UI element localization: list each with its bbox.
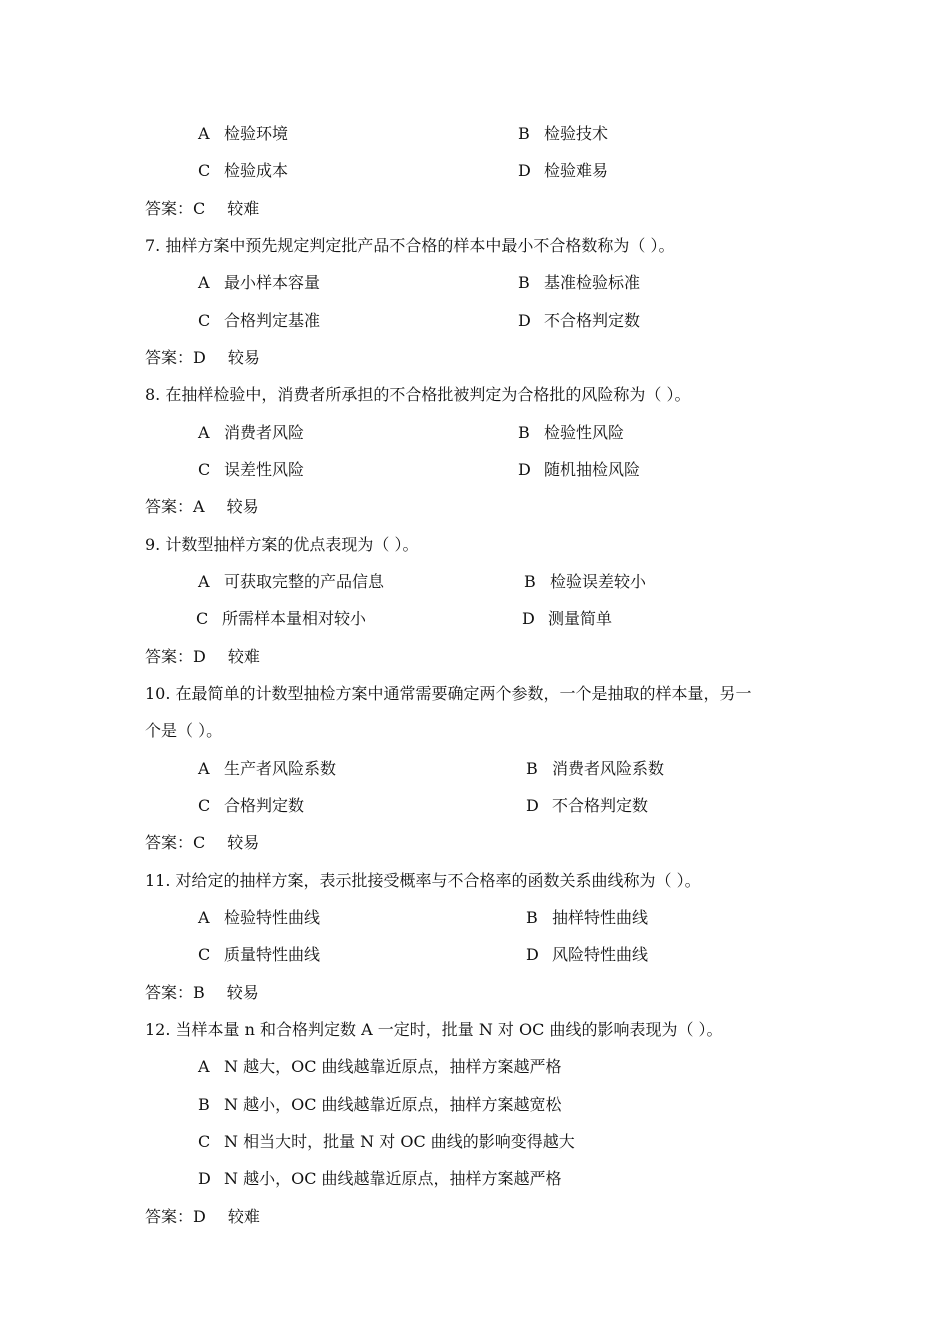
option-c: C 合格判定基准: [198, 311, 321, 330]
option-a: A 生产者风险系数: [198, 759, 337, 778]
question-10: 10. 在最简单的计数型抽检方案中通常需要确定两个参数，一个是抽取的样本量，另一: [145, 684, 752, 703]
option-a: A 可获取完整的产品信息: [198, 572, 385, 591]
option-d: D 风险特性曲线: [526, 945, 649, 964]
option-b: B N 越小，OC 曲线越靠近原点，抽样方案越宽松: [198, 1095, 562, 1114]
option-c: C N 相当大时，批量 N 对 OC 曲线的影响变得越大: [198, 1132, 575, 1151]
option-a: A 最小样本容量: [198, 273, 321, 292]
answer-line: 答案：C 较易: [145, 833, 260, 852]
option-b: B 抽样特性曲线: [526, 908, 649, 927]
answer-line: 答案：B 较易: [145, 983, 259, 1002]
option-b: B 消费者风险系数: [526, 759, 665, 778]
question-10-continued: 个是（ ）。: [145, 721, 223, 740]
option-a: A 检验环境: [198, 124, 289, 143]
option-c: C 检验成本: [198, 161, 289, 180]
option-c: C 误差性风险: [198, 460, 305, 479]
answer-line: 答案：D 较易: [145, 348, 260, 367]
option-d: D N 越小，OC 曲线越靠近原点，抽样方案越严格: [198, 1169, 562, 1188]
option-c: C 质量特性曲线: [198, 945, 321, 964]
option-b: B 检验误差较小: [524, 572, 647, 591]
option-a: A N 越大，OC 曲线越靠近原点，抽样方案越严格: [198, 1057, 562, 1076]
option-a: A 消费者风险: [198, 423, 305, 442]
option-d: D 不合格判定数: [518, 311, 641, 330]
option-a: A 检验特性曲线: [198, 908, 321, 927]
option-d: D 不合格判定数: [526, 796, 649, 815]
question-9: 9. 计数型抽样方案的优点表现为（ ）。: [145, 535, 419, 554]
answer-line: 答案：A 较易: [145, 497, 259, 516]
option-d: D 测量简单: [522, 609, 613, 628]
answer-line: 答案：C 较难: [145, 199, 260, 218]
option-b: B 基准检验标准: [518, 273, 641, 292]
question-11: 11. 对给定的抽样方案，表示批接受概率与不合格率的函数关系曲线称为（ ）。: [145, 871, 701, 890]
option-d: D 检验难易: [518, 161, 609, 180]
answer-line: 答案：D 较难: [145, 647, 260, 666]
option-c: C 合格判定数: [198, 796, 305, 815]
option-b: B 检验技术: [518, 124, 609, 143]
question-7: 7. 抽样方案中预先规定判定批产品不合格的样本中最小不合格数称为（ ）。: [145, 236, 675, 255]
option-d: D 随机抽检风险: [518, 460, 641, 479]
answer-line: 答案：D 较难: [145, 1207, 260, 1226]
question-8: 8. 在抽样检验中，消费者所承担的不合格批被判定为合格批的风险称为（ ）。: [145, 385, 691, 404]
option-b: B 检验性风险: [518, 423, 625, 442]
question-12: 12. 当样本量 n 和合格判定数 A 一定时，批量 N 对 OC 曲线的影响表现为（ ）。: [145, 1020, 723, 1039]
option-c: C 所需样本量相对较小: [196, 609, 367, 628]
